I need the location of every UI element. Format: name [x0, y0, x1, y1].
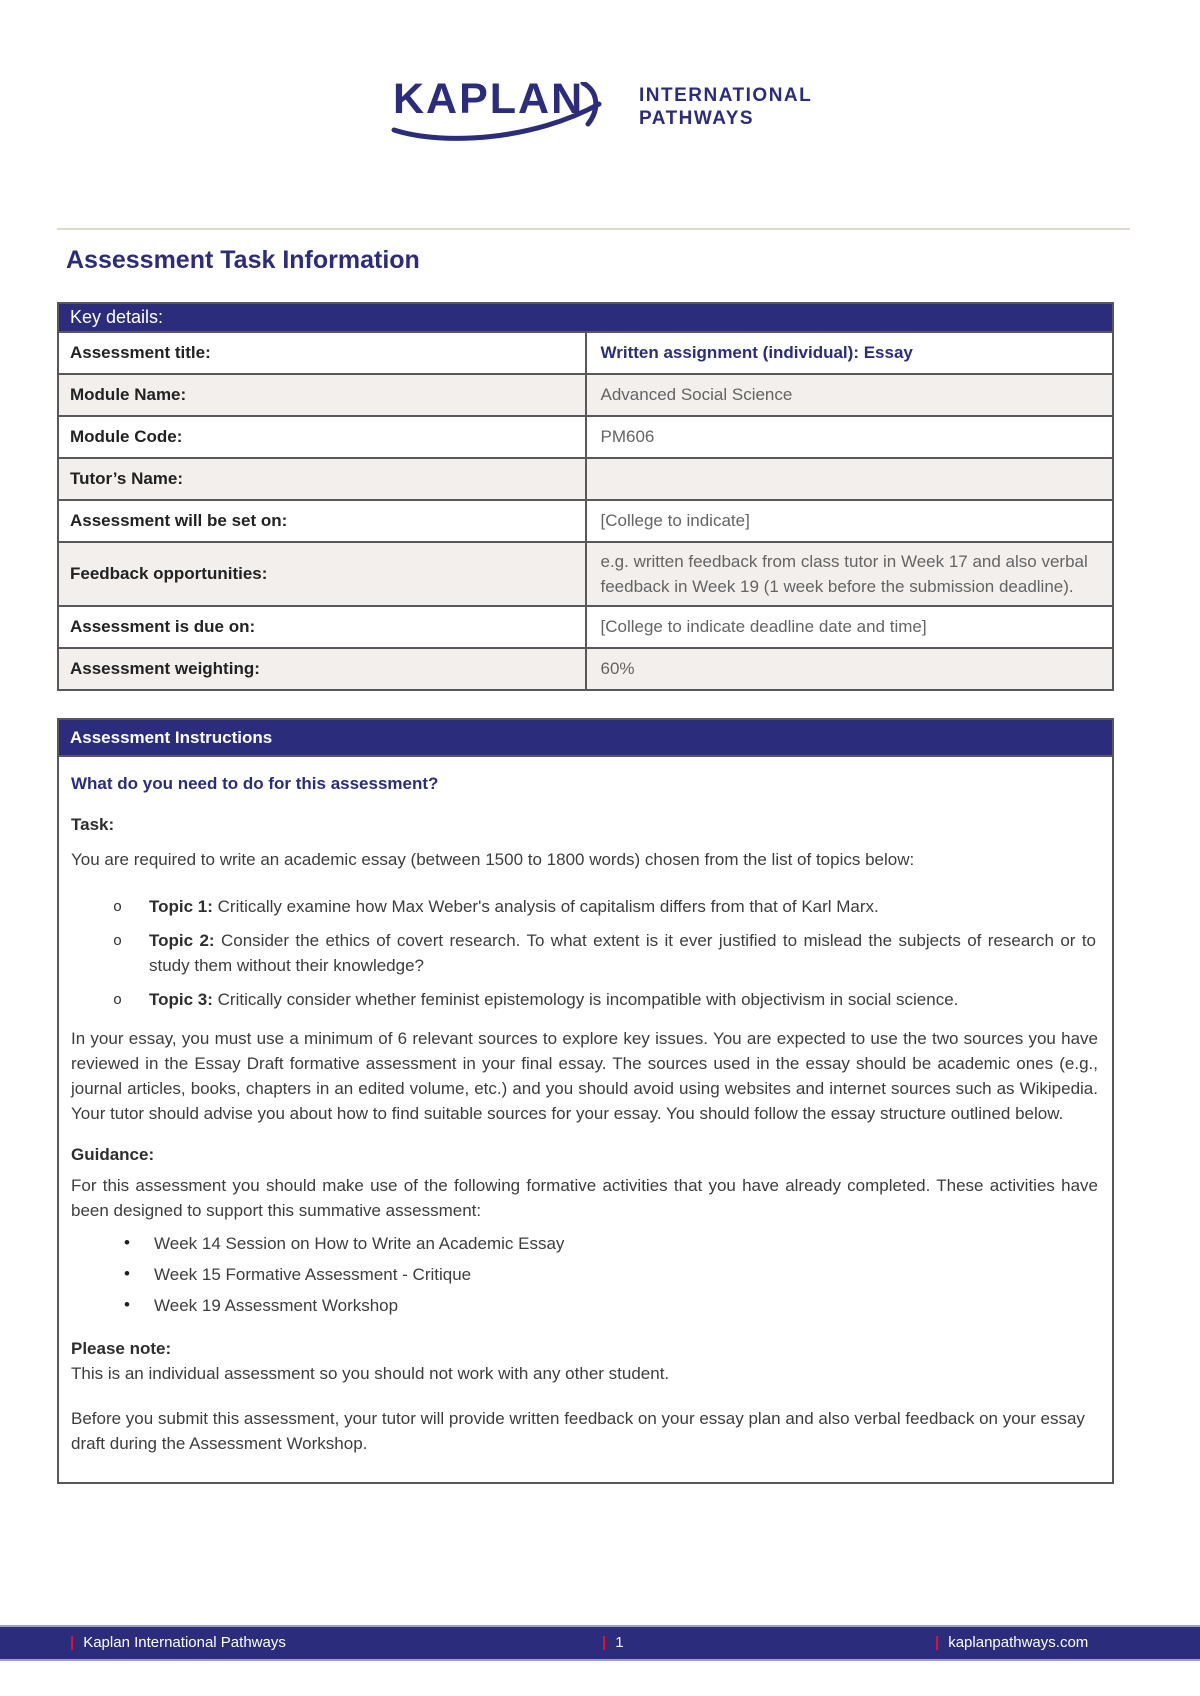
key-details-header: Key details: — [58, 303, 1113, 332]
footer-divider: | — [935, 1634, 940, 1651]
table-row — [58, 458, 1113, 500]
dot-bullet-icon: • — [124, 1264, 130, 1283]
page-title: Assessment Task Information — [66, 246, 420, 274]
topic-text: Critically consider whether feminist epistemology is incompatible with objectivism in social science. — [217, 990, 959, 1009]
row-label: Module Name: — [58, 374, 586, 416]
list-item-topic-3 — [113, 987, 1098, 1012]
table-header-row — [58, 303, 1113, 332]
topics-list — [71, 894, 1098, 1012]
note-text: This is an individual assessment so you should not work with any other student. — [71, 1364, 670, 1383]
guidance-item-text: Week 14 Session on How to Write an Academic Essay — [154, 1234, 565, 1253]
page-number-text: 1 — [615, 1634, 624, 1651]
list-item-topic-1 — [113, 894, 1098, 919]
guidance-intro: For this assessment you should make use of the following formative activities that you have already completed. These activities have been designed to support this summative assessment: — [71, 1176, 1098, 1220]
row-value — [586, 458, 1114, 500]
topic-text: Critically examine how Max Weber's analysis of capitalism differs from that of Karl Marx. — [217, 897, 879, 916]
row-label: Assessment is due on: — [58, 606, 586, 648]
row-value: Written assignment (individual): Essay — [586, 332, 1114, 374]
row-value: [College to indicate deadline date and time] — [586, 606, 1114, 648]
row-label: Assessment will be set on: — [58, 500, 586, 542]
instructions-header: Assessment Instructions — [59, 720, 1112, 757]
footer-website — [935, 1634, 1088, 1651]
guidance-label: Guidance: — [71, 1145, 155, 1164]
dot-bullet-icon: • — [124, 1295, 130, 1314]
table-row — [58, 648, 1113, 690]
circle-bullet-icon: o — [113, 933, 123, 950]
row-value: Advanced Social Science — [586, 374, 1114, 416]
row-value: 60% — [586, 648, 1114, 690]
footer-website-text: kaplanpathways.com — [948, 1634, 1089, 1651]
table-row — [58, 374, 1113, 416]
list-item-guidance-2 — [124, 1262, 1098, 1287]
list-item-guidance-3 — [124, 1293, 1098, 1318]
kaplan-logo-subtext — [639, 62, 812, 144]
table-row — [58, 332, 1113, 374]
task-intro: You are required to write an academic essay (between 1500 to 1800 words) chosen from the list of topics below: — [71, 850, 915, 869]
dot-bullet-icon: • — [124, 1233, 130, 1252]
circle-bullet-icon: o — [113, 899, 123, 916]
guidance-item-text: Week 19 Assessment Workshop — [154, 1296, 399, 1315]
topic-text: Consider the ethics of covert research. To what extent is it ever justified to mislead the subjects of research or to study them without their knowledge? — [149, 931, 1097, 975]
table-row — [58, 542, 1113, 606]
footer-divider: | — [602, 1634, 607, 1651]
guidance-list — [71, 1231, 1098, 1318]
circle-bullet-icon: o — [113, 992, 123, 1009]
row-label: Assessment weighting: — [58, 648, 586, 690]
row-label: Feedback opportunities: — [58, 542, 586, 606]
kaplan-wordmark: KAPLAN — [393, 75, 585, 123]
footer-divider: | — [70, 1634, 75, 1651]
list-item-guidance-1 — [124, 1231, 1098, 1256]
row-value — [586, 542, 1114, 606]
table-row — [58, 500, 1113, 542]
row-label: Tutor’s Name: — [58, 458, 586, 500]
row-value-text: e.g. written feedback from class tutor in Week 17 and also verbal feedback in Week 19 (1 week before the submission deadline). — [600, 552, 1088, 596]
instructions-body — [59, 771, 1112, 1482]
header-divider — [57, 228, 1130, 230]
kaplan-logo-mark — [393, 62, 625, 144]
closing-paragraph: Before you submit this assessment, your tutor will provide written feedback on your essay plan and also verbal feedback on your essay draft during the Assessment Workshop. — [71, 1409, 1085, 1453]
row-value: [College to indicate] — [586, 500, 1114, 542]
footer-page-number — [602, 1634, 624, 1651]
note-label: Please note: — [71, 1339, 172, 1358]
row-value: PM606 — [586, 416, 1114, 458]
list-item-topic-2 — [113, 928, 1098, 978]
page-footer — [0, 1625, 1200, 1661]
topic-label: Topic 2: — [149, 931, 215, 950]
instructions-question: What do you need to do for this assessment? — [71, 774, 439, 793]
guidance-item-text: Week 15 Formative Assessment - Critique — [154, 1265, 472, 1284]
task-label: Task: — [71, 815, 115, 834]
row-label: Assessment title: — [58, 332, 586, 374]
row-label: Module Code: — [58, 416, 586, 458]
topic-label: Topic 3: — [149, 990, 213, 1009]
table-row — [58, 606, 1113, 648]
logo-subtext-line2: PATHWAYS — [639, 108, 755, 129]
footer-brand — [70, 1634, 286, 1651]
topic-label: Topic 1: — [149, 897, 213, 916]
sources-paragraph: In your essay, you must use a minimum of 6 relevant sources to explore key issues. You are expected to use the two sources you have reviewed in the Essay Draft formative assessment in your final essay. The sources used in the essay should be academic ones (e.g., journal articles, books, chapters in an edited volume, etc.) and you should avoid using websites and internet sources such as Wikipedia. Your tutor should advise you about how to find suitable sources for your essay. You should follow the essay structure outlined below. — [71, 1029, 1098, 1123]
footer-brand-text: Kaplan International Pathways — [83, 1634, 286, 1651]
logo-subtext-line1: INTERNATIONAL — [639, 85, 813, 106]
key-details-table — [57, 302, 1114, 691]
table-row — [58, 416, 1113, 458]
kaplan-swoosh-icon — [386, 82, 618, 144]
assessment-instructions-section — [57, 718, 1114, 1484]
kaplan-logo — [393, 62, 812, 144]
